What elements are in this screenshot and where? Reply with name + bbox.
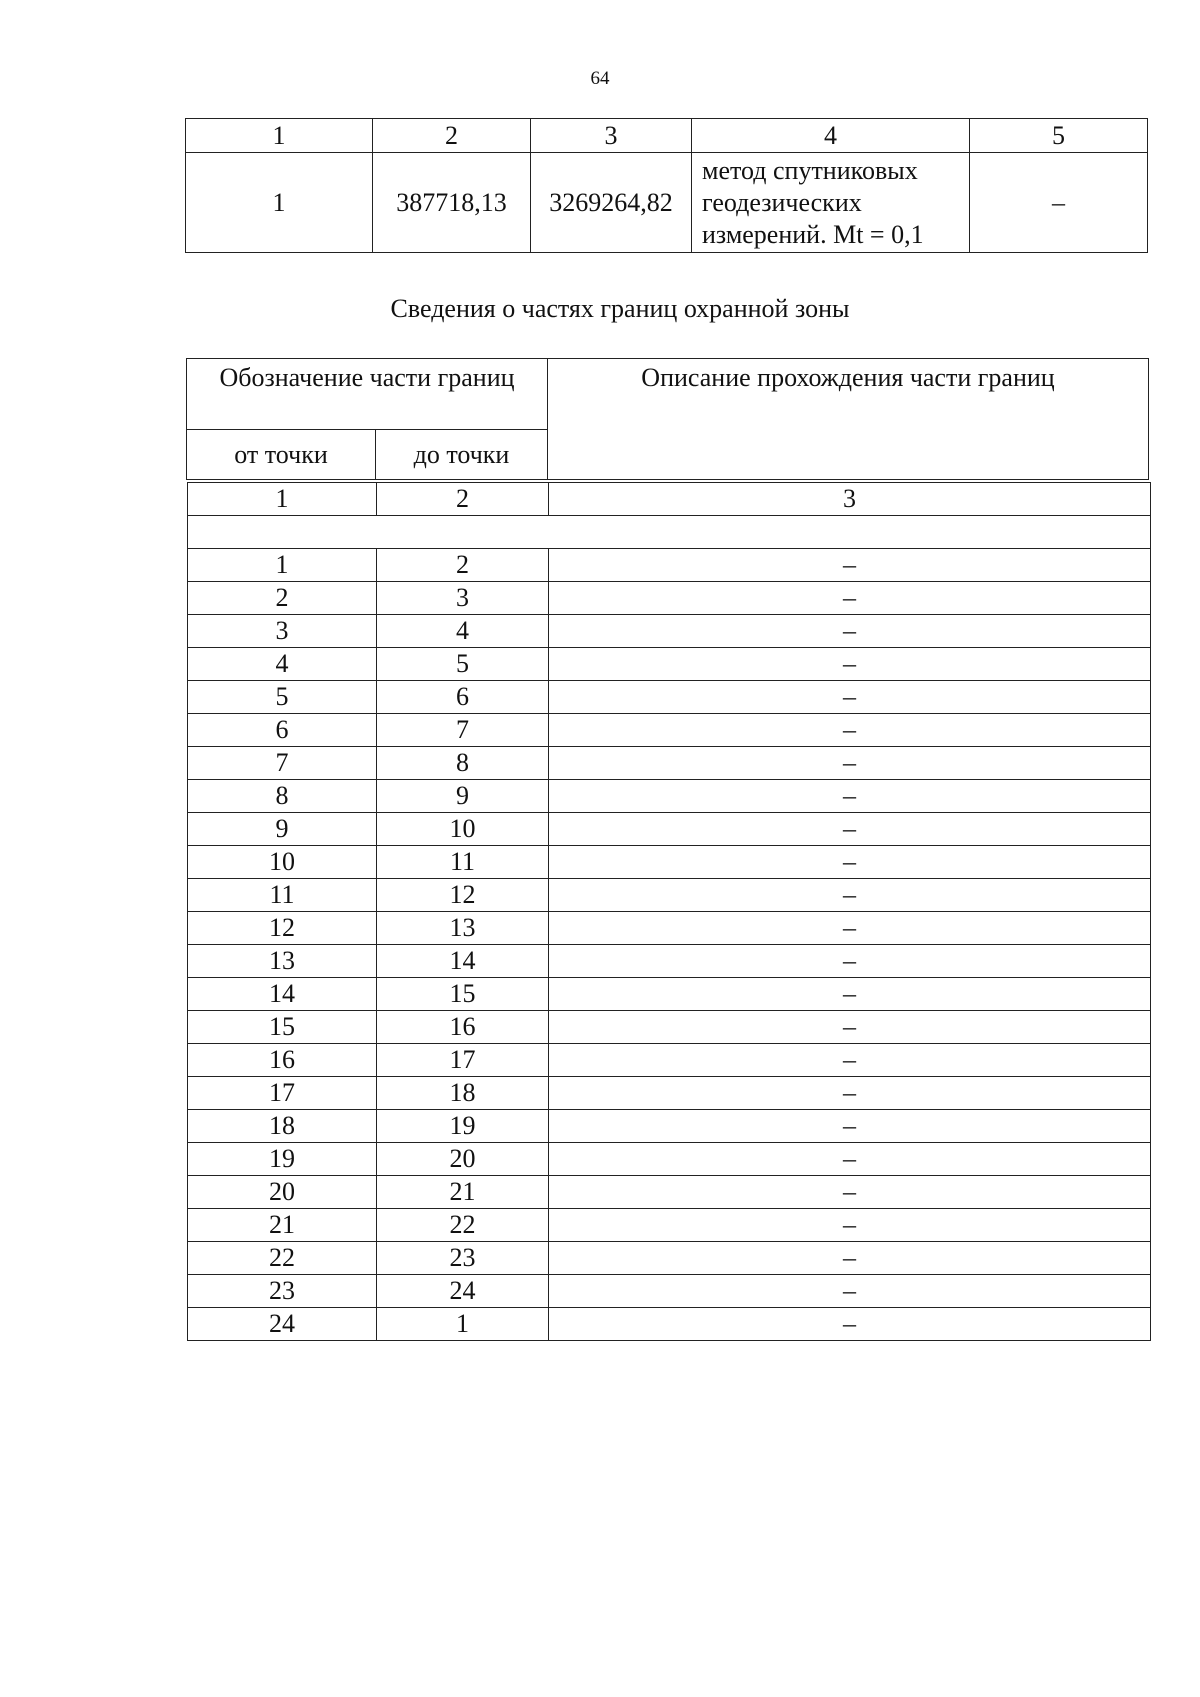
column-numbers-row bbox=[188, 483, 1151, 516]
description-cell: – bbox=[549, 846, 1151, 879]
from-point-cell: 21 bbox=[188, 1209, 377, 1242]
to-point-cell: 23 bbox=[377, 1242, 549, 1275]
description-cell: – bbox=[549, 582, 1151, 615]
description-cell: – bbox=[549, 978, 1151, 1011]
empty-cell bbox=[188, 516, 1151, 549]
to-point-cell: 10 bbox=[377, 813, 549, 846]
table-row bbox=[188, 1242, 1151, 1275]
from-point-cell: 14 bbox=[188, 978, 377, 1011]
to-point-cell: 3 bbox=[377, 582, 549, 615]
coordinate-y: 3269264,82 bbox=[531, 153, 692, 253]
from-point-cell: 15 bbox=[188, 1011, 377, 1044]
to-point-cell: 21 bbox=[377, 1176, 549, 1209]
table-row bbox=[188, 1077, 1151, 1110]
column-number: 1 bbox=[188, 483, 377, 516]
from-point-cell: 1 bbox=[188, 549, 377, 582]
table-row bbox=[188, 1143, 1151, 1176]
description-cell: – bbox=[549, 912, 1151, 945]
column-number: 2 bbox=[373, 119, 531, 153]
from-point-cell: 12 bbox=[188, 912, 377, 945]
to-point-cell: 16 bbox=[377, 1011, 549, 1044]
from-point-header: от точки bbox=[187, 430, 376, 480]
table-header-row bbox=[186, 119, 1148, 153]
method-line: метод спутниковых bbox=[702, 155, 918, 185]
table-row bbox=[188, 1308, 1151, 1341]
table-row bbox=[188, 813, 1151, 846]
table-row bbox=[188, 1110, 1151, 1143]
table-row bbox=[188, 1011, 1151, 1044]
to-point-cell: 15 bbox=[377, 978, 549, 1011]
from-point-cell: 3 bbox=[188, 615, 377, 648]
description-cell: – bbox=[549, 1143, 1151, 1176]
from-point-cell: 2 bbox=[188, 582, 377, 615]
from-point-cell: 9 bbox=[188, 813, 377, 846]
table-row bbox=[188, 846, 1151, 879]
from-point-cell: 17 bbox=[188, 1077, 377, 1110]
description-cell: – bbox=[549, 1176, 1151, 1209]
table-row bbox=[188, 648, 1151, 681]
table-row bbox=[188, 714, 1151, 747]
description-cell: – bbox=[549, 945, 1151, 978]
to-point-cell: 4 bbox=[377, 615, 549, 648]
to-point-cell: 24 bbox=[377, 1275, 549, 1308]
table-row bbox=[188, 1209, 1151, 1242]
from-point-cell: 16 bbox=[188, 1044, 377, 1077]
from-point-cell: 5 bbox=[188, 681, 377, 714]
description-header: Описание прохождения части границ bbox=[548, 359, 1149, 480]
table-row bbox=[188, 1275, 1151, 1308]
from-point-cell: 4 bbox=[188, 648, 377, 681]
to-point-cell: 12 bbox=[377, 879, 549, 912]
description-cell: – bbox=[549, 1110, 1151, 1143]
coordinates-table bbox=[185, 118, 1148, 253]
description-cell: – bbox=[549, 1275, 1151, 1308]
to-point-cell: 13 bbox=[377, 912, 549, 945]
to-point-cell: 18 bbox=[377, 1077, 549, 1110]
description-cell: – bbox=[549, 714, 1151, 747]
table-row bbox=[188, 1176, 1151, 1209]
table-row bbox=[188, 912, 1151, 945]
boundary-header-table bbox=[186, 358, 1149, 480]
description-cell: – bbox=[549, 1044, 1151, 1077]
to-point-cell: 5 bbox=[377, 648, 549, 681]
point-note: – bbox=[970, 153, 1148, 253]
table-row bbox=[188, 1044, 1151, 1077]
description-cell: – bbox=[549, 1077, 1151, 1110]
from-point-cell: 24 bbox=[188, 1308, 377, 1341]
from-point-cell: 23 bbox=[188, 1275, 377, 1308]
column-number: 4 bbox=[692, 119, 970, 153]
from-point-cell: 8 bbox=[188, 780, 377, 813]
from-point-cell: 6 bbox=[188, 714, 377, 747]
description-cell: – bbox=[549, 615, 1151, 648]
table-row bbox=[188, 549, 1151, 582]
description-cell: – bbox=[549, 549, 1151, 582]
to-point-cell: 19 bbox=[377, 1110, 549, 1143]
to-point-cell: 14 bbox=[377, 945, 549, 978]
boundary-parts-table bbox=[187, 482, 1151, 1341]
table-row bbox=[188, 681, 1151, 714]
description-cell: – bbox=[549, 879, 1151, 912]
description-cell: – bbox=[549, 747, 1151, 780]
column-number: 2 bbox=[377, 483, 549, 516]
empty-row bbox=[188, 516, 1151, 549]
from-point-cell: 7 bbox=[188, 747, 377, 780]
table-row bbox=[188, 780, 1151, 813]
coordinate-x: 387718,13 bbox=[373, 153, 531, 253]
to-point-cell: 22 bbox=[377, 1209, 549, 1242]
description-cell: – bbox=[549, 1011, 1151, 1044]
to-point-cell: 1 bbox=[377, 1308, 549, 1341]
to-point-cell: 9 bbox=[377, 780, 549, 813]
from-point-cell: 18 bbox=[188, 1110, 377, 1143]
table-row bbox=[188, 879, 1151, 912]
table-row bbox=[186, 153, 1148, 253]
to-point-cell: 7 bbox=[377, 714, 549, 747]
from-point-cell: 11 bbox=[188, 879, 377, 912]
from-point-cell: 10 bbox=[188, 846, 377, 879]
from-point-cell: 20 bbox=[188, 1176, 377, 1209]
method-description bbox=[692, 153, 970, 253]
description-cell: – bbox=[549, 681, 1151, 714]
table-row bbox=[188, 945, 1151, 978]
method-line: геодезических bbox=[702, 187, 862, 217]
to-point-cell: 20 bbox=[377, 1143, 549, 1176]
table-row bbox=[188, 978, 1151, 1011]
from-point-cell: 13 bbox=[188, 945, 377, 978]
table-row bbox=[188, 615, 1151, 648]
to-point-cell: 6 bbox=[377, 681, 549, 714]
column-number: 1 bbox=[186, 119, 373, 153]
description-cell: – bbox=[549, 648, 1151, 681]
description-cell: – bbox=[549, 1209, 1151, 1242]
to-point-cell: 8 bbox=[377, 747, 549, 780]
to-point-cell: 17 bbox=[377, 1044, 549, 1077]
column-number: 3 bbox=[531, 119, 692, 153]
from-point-cell: 19 bbox=[188, 1143, 377, 1176]
description-cell: – bbox=[549, 1308, 1151, 1341]
header-row bbox=[187, 359, 1149, 430]
section-title: Сведения о частях границ охранной зоны bbox=[390, 294, 850, 323]
description-cell: – bbox=[549, 1242, 1151, 1275]
table-row bbox=[188, 582, 1151, 615]
column-number: 5 bbox=[970, 119, 1148, 153]
column-number: 3 bbox=[549, 483, 1151, 516]
page-number: 64 bbox=[590, 68, 610, 89]
to-point-cell: 11 bbox=[377, 846, 549, 879]
table-row bbox=[188, 747, 1151, 780]
method-line: измерений. Mt = 0,1 bbox=[702, 219, 924, 249]
description-cell: – bbox=[549, 780, 1151, 813]
point-number: 1 bbox=[186, 153, 373, 253]
description-cell: – bbox=[549, 813, 1151, 846]
to-point-header: до точки bbox=[376, 430, 548, 480]
to-point-cell: 2 bbox=[377, 549, 549, 582]
designation-header: Обозначение части границ bbox=[187, 359, 548, 430]
from-point-cell: 22 bbox=[188, 1242, 377, 1275]
